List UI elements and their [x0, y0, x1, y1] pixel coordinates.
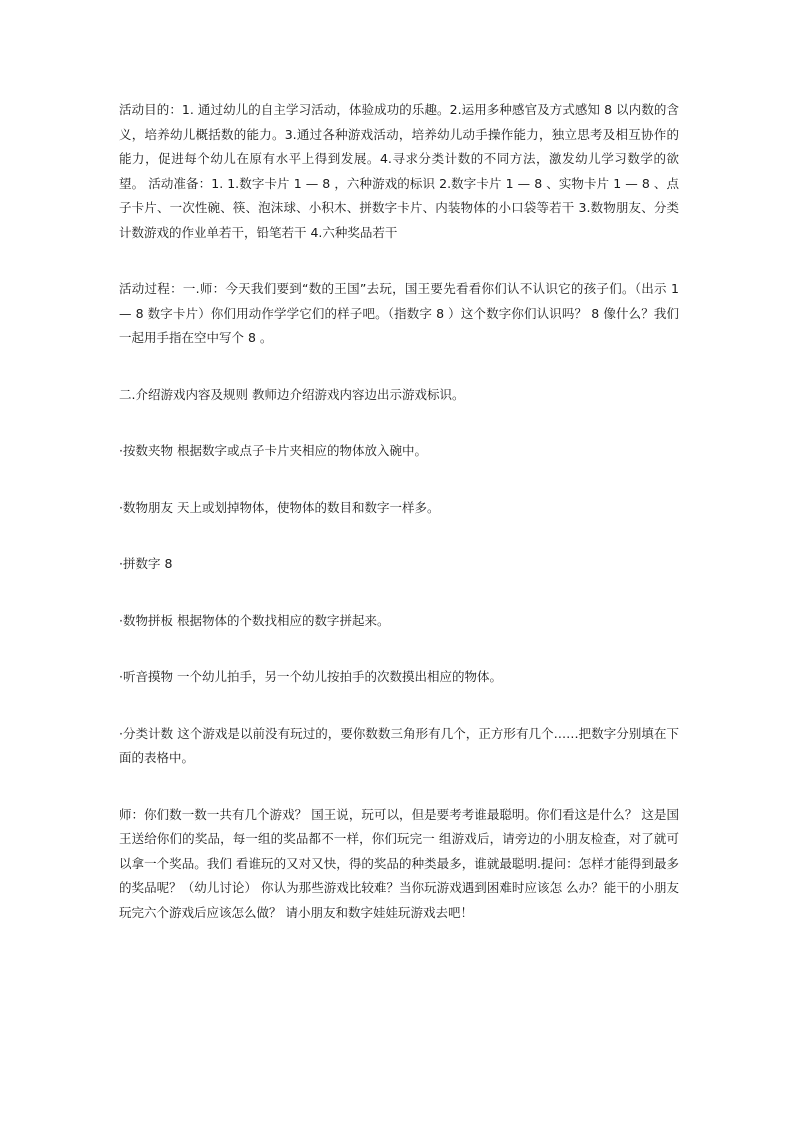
- game-item-number-friends: ·数物朋友 天上或划掉物体，使物体的数目和数字一样多。: [119, 499, 440, 515]
- game-intro-paragraph: 二.介绍游戏内容及规则 教师边介绍游戏内容边出示游戏标识。: [119, 386, 465, 402]
- teacher-closing-paragraph: 师：你们数一数一共有几个游戏？ 国王说，玩可以，但是要考考谁最聪明。你们看这是什么？ 这是国王送给你们的奖品，每一组的奖品都不一样，你们玩完一 组游戏后，请旁边的小朋友检查，对了就可以拿一个奖品。我们 看谁玩的又对又快，得的奖品的种类最多，谁就最聪明.提问：怎样才能得到最多的奖品呢？（幼儿讨论） 你认为那些游戏比较难？当你玩游戏遇到困难时应该怎 么办？能干的小朋友玩完六个游戏后应该怎么做？ 请小朋友和数字娃娃玩游戏去吧！: [119, 806, 679, 920]
- document-page: [119, 98, 679, 925]
- spacer: [119, 577, 679, 609]
- game-item-build-number: ·拼数字 8: [119, 556, 173, 571]
- spacer: [119, 464, 679, 496]
- spacer: [119, 520, 679, 552]
- spacer: [119, 633, 679, 665]
- game-item-pick-by-number: ·按数夹物 根据数字或点子卡片夹相应的物体放入碗中。: [119, 443, 427, 458]
- spacer: [119, 771, 679, 803]
- game-item-number-puzzle: ·数物拼板 根据物体的个数找相应的数字拼起来。: [119, 612, 390, 628]
- game-item-classify-count: ·分类计数 这个游戏是以前没有玩过的，要你数数三角形有几个，正方形有几个……把数字分别填在下面的表格中。: [119, 725, 679, 765]
- activity-goals-paragraph: 活动目的：1. 通过幼儿的自主学习活动，体验成功的乐趣。2.运用多种感官及方式感知 8 以内数的含义，培养幼儿概括数的能力。3.通过各种游戏活动，培养幼儿动手操作能力，独立思考及相互协作的能力，促进每个幼儿在原有水平上得到发展。4.寻求分类计数的不同方法，激发幼儿学习数学的欲望。 活动准备：1. 1.数字卡片 1 — 8 ，六种游戏的标识 2.数字卡片 1 — 8 、实物卡片 1 — 8 、点子卡片、一次性碗、筷、泡沫球、小积木、拼数字卡片、内装物体的小口袋等若干 3.数物朋友、分类计数游戏的作业单若干，铅笔若干 4.六种奖品若干: [119, 102, 679, 240]
- activity-process-paragraph: 活动过程：一.师：今天我们要到“数的王国”去玩，国王要先看看你们认不认识它的孩子们。（出示 1 — 8 数字卡片）你们用动作学学它们的样子吧。（指数字 8 ）这个数字你们认识吗？ 8 像什么？我们一起用手指在空中写个 8 。: [119, 281, 679, 345]
- spacer: [119, 351, 679, 383]
- spacer: [119, 690, 679, 722]
- spacer: [119, 407, 679, 439]
- spacer: [119, 245, 679, 277]
- game-item-listen-and-touch: ·听音摸物 一个幼儿拍手，另一个幼儿按拍手的次数摸出相应的物体。: [119, 669, 502, 684]
